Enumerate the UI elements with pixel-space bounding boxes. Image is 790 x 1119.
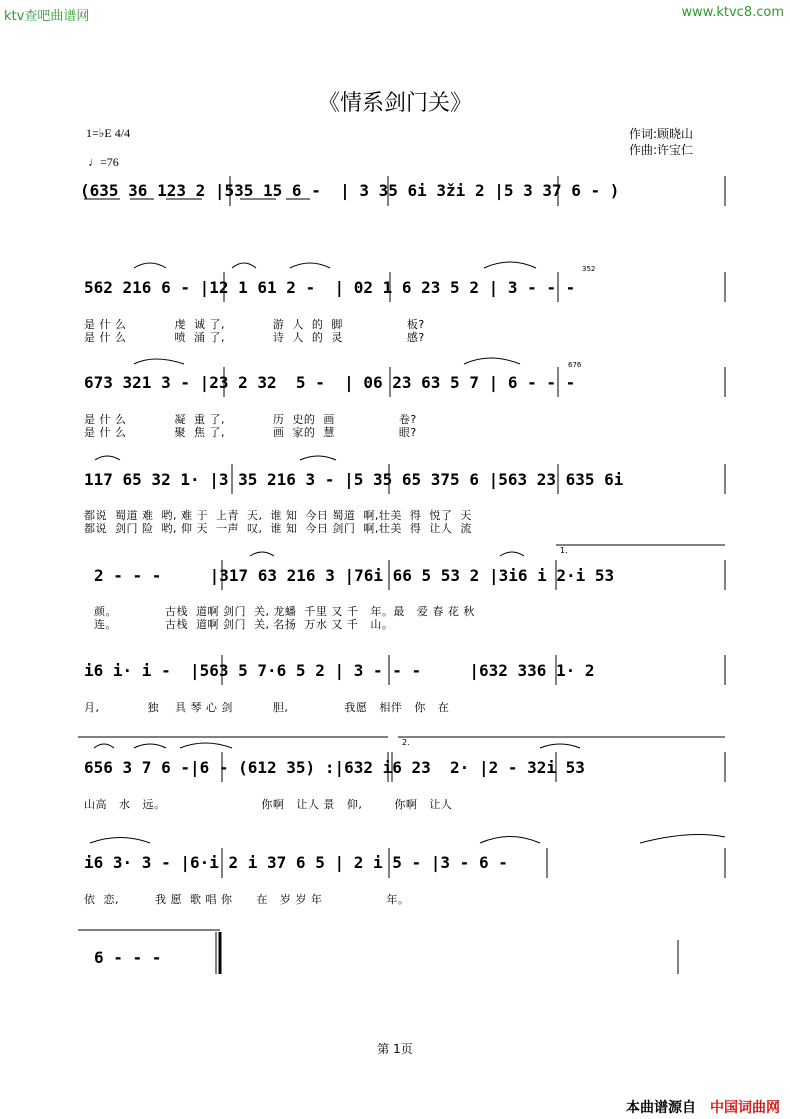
tempo-marking: ♩=76 <box>88 155 119 169</box>
volta-2: 2. <box>402 738 410 747</box>
score-line-2: 562 216 6 - |12 1 61 2 - | 02 1 6 23 5 2 | 3 - - - <box>84 278 576 297</box>
lyric-line-2b: 是 什 么 喷 涌 了, 诗 人 的 灵 感? <box>84 331 425 344</box>
lyric-line-5a: 颜。 古栈 道啊 剑门 关, 龙蟠 千里 又 千 年。最 爱 春 花 秋 <box>94 605 475 618</box>
lyricist: 作词:顾晓山 <box>629 127 694 141</box>
site-watermark-right: www.ktvc8.com <box>681 5 784 20</box>
score-line-3: 673 321 3 - |23 2 32 5 - | 06 23 63 5 7 | 6 - - - <box>84 373 576 392</box>
composer: 作曲:许宝仁 <box>629 143 694 157</box>
grace-note-2: 676 <box>568 361 582 369</box>
score-line-6: i6 i· i - |563 5 7·6 5 2 | 3 - - - |632 336 1· 2 <box>84 661 595 680</box>
lyric-line-2a: 是 什 么 虔 诚 了, 游 人 的 脚 板? <box>84 318 425 331</box>
source-site: 中国词曲网 <box>710 1100 780 1116</box>
grace-note-1: 352 <box>582 265 596 273</box>
lyric-line-8: 依 恋, 我 愿 歌 唱 你 在 岁 岁 年 年。 <box>84 893 410 906</box>
score-line-7: 656 3 7 6 -|6 - (612 35) :|632 i6 23 2· |2 - 32i 53 <box>84 758 585 777</box>
site-watermark-left: ktv查吧曲谱网 <box>4 9 90 24</box>
score-line-9: 6 - - - <box>94 948 162 967</box>
score-line-8: i6 3· 3 - |6·i 2 i 37 6 5 | 2 i 5 - |3 - 6 - <box>84 853 508 872</box>
score-line-1: (635 36 123 2 |535 15 6 - | 3 35 6i 3ži 2 |5 3 37 6 - ) <box>80 181 620 200</box>
lyric-line-5b: 连。 古栈 道啊 剑门 关, 名扬 万水 又 千 山。 <box>94 618 394 631</box>
lyric-line-6: 月, 独 具 琴 心 剑 胆, 我愿 相伴 你 在 <box>84 701 450 714</box>
page-number: 第 1页 <box>377 1042 413 1056</box>
lyric-line-7: 山高 水 远。 你啊 让人 景 仰, 你啊 让人 <box>84 798 453 811</box>
score-line-4: 117 65 32 1· |3 35 216 3 - |5 35 65 375 6 |563 23 635 6i <box>84 470 624 489</box>
lyric-line-3b: 是 什 么 聚 焦 了, 画 家的 慧 眼? <box>84 426 417 439</box>
lyric-line-3a: 是 什 么 凝 重 了, 历 史的 画 卷? <box>84 413 417 426</box>
song-title: 《情系剑门关》 <box>317 91 472 116</box>
lyric-line-4a: 都说 蜀道 难 哟, 难 于 上青 天, 谁 知 今日 蜀道 啊,壮美 得 悦了 天 <box>84 509 472 522</box>
score-line-5: 2 - - - |317 63 216 3 |76i 66 5 53 2 |3i6 i 2·i 53 <box>94 566 615 585</box>
volta-1: 1. <box>560 546 568 555</box>
source-credit <box>626 1097 780 1117</box>
source-label: 本曲谱源自 <box>626 1100 696 1116</box>
lyric-line-4b: 都说 剑门 险 哟, 仰 天 一声 叹, 谁 知 今日 剑门 啊,壮美 得 让人 流 <box>84 522 472 535</box>
key-signature: 1=♭E 4/4 <box>86 126 131 140</box>
